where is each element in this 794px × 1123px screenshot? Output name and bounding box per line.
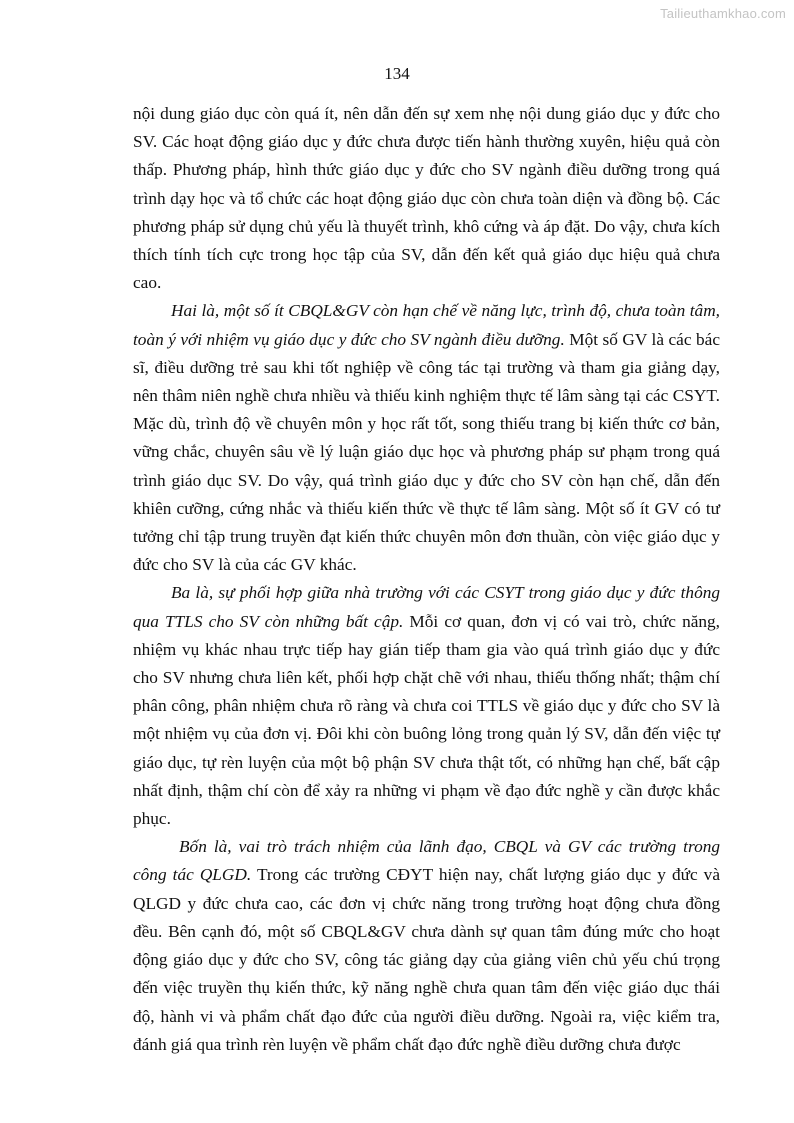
watermark: Tailieuthamkhao.com <box>660 6 786 21</box>
paragraph-2-heading: Hai là, một số ít CBQL&GV còn hạn chế về năng lực, trình độ, chưa toàn tâm, toàn ý với nhiệm vụ giáo dục y đức cho SV ngành điều dưỡng. <box>133 301 720 349</box>
paragraph-1 <box>133 100 720 297</box>
paragraph-1-text: nội dung giáo dục còn quá ít, nên dẫn đến sự xem nhẹ nội dung giáo dục y đức cho SV. Các hoạt động giáo dục y đức chưa được tiến hành thường xuyên, hiệu quả còn thấp. Phương pháp, hình thức giáo dục y đức cho SV ngành điều dưỡng trong quá trình dạy học và tổ chức các hoạt động giáo dục còn chưa toàn diện và đồng bộ. Các phương pháp sử dụng chủ yếu là thuyết trình, khô cứng và áp đặt. Do vậy, chưa kích thích tính tích cực trong học tập của SV, dẫn đến kết quả giáo dục hiệu quả chưa cao. <box>133 104 720 293</box>
paragraph-3-text: Mỗi cơ quan, đơn vị có vai trò, chức năng, nhiệm vụ khác nhau trực tiếp hay gián tiếp tham gia vào quá trình giáo dục y đức cho SV nhưng chưa liên kết, phối hợp chặt chẽ với nhau, thiếu thống nhất; thậm chí phân công, phân nhiệm chưa rõ ràng và chưa coi TTLS về giáo dục y đức cho SV là một nhiệm vụ của đơn vị. Đôi khi còn buông lỏng trong quản lý SV, dẫn đến việc tự giáo dục, tự rèn luyện của một bộ phận SV chưa thật tốt, có những hạn chế, bất cập nhất định, thậm chí còn để xảy ra những vi phạm về đạo đức nghề y cần được khắc phục. <box>133 611 720 829</box>
paragraph-4 <box>133 833 720 1059</box>
paragraph-4-text: Trong các trường CĐYT hiện nay, chất lượng giáo dục y đức và QLGD y đức chưa cao, các đơn vị chức năng trong trường hoạt động chưa đồng đều. Bên cạnh đó, một số CBQL&GV chưa dành sự quan tâm đúng mức cho hoạt động giáo dục y đức cho SV, công tác giảng dạy của giảng viên chủ yếu chú trọng đến việc truyền thụ kiến thức, kỹ năng nghề chưa quan tâm đến việc giáo dục thái độ, hành vi và phẩm chất đạo đức của người điều dưỡng. Ngoài ra, việc kiểm tra, đánh giá qua trình rèn luyện về phẩm chất đạo đức nghề điều dưỡng chưa được <box>133 865 720 1054</box>
page-number: 134 <box>384 64 410 83</box>
paragraph-2 <box>133 297 720 579</box>
paragraph-4-heading: Bốn là, vai trò trách nhiệm của lãnh đạo, CBQL và GV các trường trong công tác QLGD. <box>133 837 720 885</box>
body-text <box>133 100 720 1059</box>
paragraph-3-heading: Ba là, sự phối hợp giữa nhà trường với các CSYT trong giáo dục y đức thông qua TTLS cho SV còn những bất cập. <box>133 583 720 631</box>
paragraph-3 <box>133 579 720 833</box>
paragraph-2-text: Một số GV là các bác sĩ, điều dưỡng trẻ sau khi tốt nghiệp về công tác tại trường và tham gia giảng dạy, nên thâm niên nghề chưa nhiều và thiếu kinh nghiệm thực tế lâm sàng tại các CSYT. Mặc dù, trình độ về chuyên môn y học rất tốt, song thiếu trang bị kiến thức cơ bản, vững chắc, chuyên sâu về lý luận giáo dục học và phương pháp sư phạm trong quá trình giáo dục SV. Do vậy, quá trình giáo dục y đức cho SV còn hạn chế, dẫn đến khiên cưỡng, cứng nhắc và thiếu kiến thức về thực tế lâm sàng. Một số ít GV có tư tưởng chỉ tập trung truyền đạt kiến thức chuyên môn đơn thuần, còn việc giáo dục y đức cho SV là của các GV khác. <box>133 329 720 575</box>
